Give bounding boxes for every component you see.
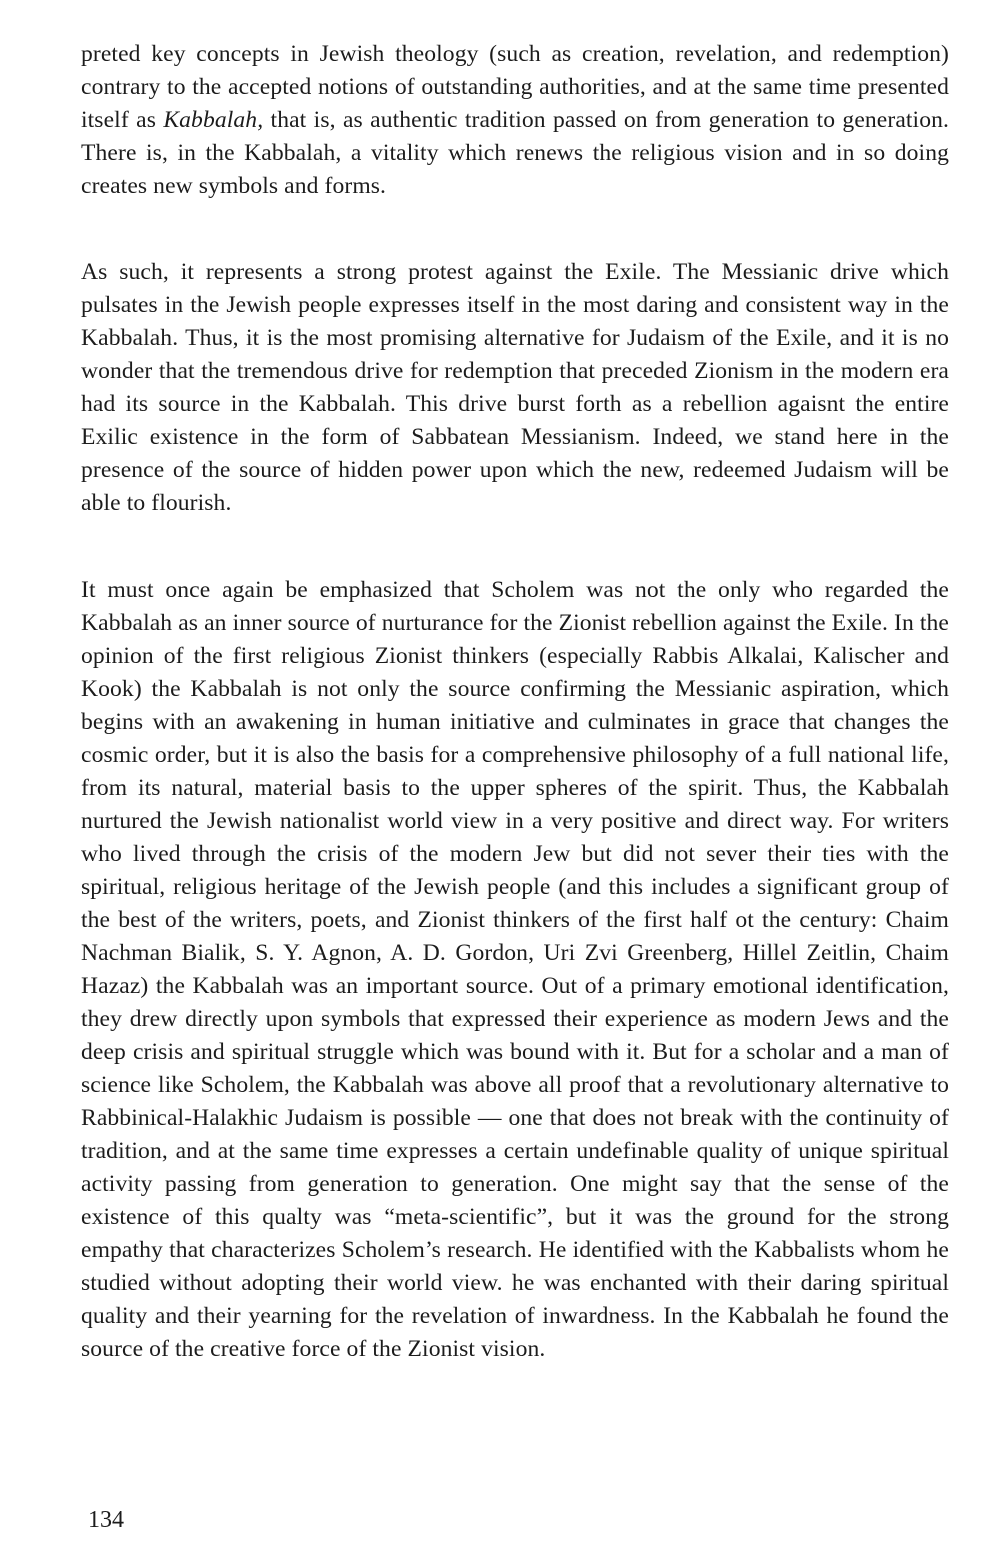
paragraph-kabbalah-tradition [81, 38, 949, 203]
paragraph-1-text-after: that is, as authentic tradition passed on from generation to generation. There is, in the Kabbalah, a vitality which renews the religious vision and in so doing creates new symbols and forms. [81, 107, 949, 199]
paragraph-1-text-before: preted key concepts in Jewish theology (such as creation, revelation, and redemption) contrary to the accepted notions of outstanding authorities, and at the same time presented itself as [81, 41, 949, 133]
page-number: 134 [88, 1507, 124, 1533]
paragraph-scholem-kabbalah-zionism: It must once again be emphasized that Scholem was not the only who regarded the Kabbalah as an inner source of nurturance for the Zionist rebellion against the Exile. In the opinion of the first religious Zionist thinkers (especially Rabbis Alkalai, Kalischer and Kook) the Kabbalah is not only the source confirming the Messianic aspiration, which begins with an awakening in human initiative and culminates in grace that changes the cosmic order, but it is also the basis for a comprehensive philosophy of a full national life, from its natural, material basis to the upper spheres of the spirit. Thus, the Kabbalah nurtured the Jewish nationalist world view in a very positive and direct way. For writers who lived through the crisis of the modern Jew but did not sever their ties with the spiritual, religious heritage of the Jewish people (and this includes a significant group of the best of the writers, poets, and Zionist thinkers of the first half ot the century: Chaim Nachman Bialik, S. Y. Agnon, A. D. Gordon, Uri Zvi Greenberg, Hillel Zeitlin, Chaim Hazaz) the Kabbalah was an important source. Out of a primary emotional identification, they drew directly upon symbols that expressed their experience as modern Jews and the deep crisis and spiritual struggle which was bound with it. But for a scholar and a man of science like Scholem, the Kabbalah was above all proof that a revolutionary alternative to Rabbinical-Halakhic Judaism is possible — one that does not break with the continuity of tradition, and at the same time expresses a certain undefinable quality of unique spiritual activity passing from generation to generation. One might say that the sense of the existence of this qualty was “meta-scientific”, but it was the ground for the strong empathy that characterizes Scholem’s research. He identified with the Kabbalists whom he studied without adopting their world view. he was enchanted with their daring spiritual quality and their yearning for the revelation of inwardness. In the Kabbalah he found the source of the creative force of the Zionist vision. [81, 577, 949, 1362]
kabbalah-italic-term: Kabbalah, [163, 107, 264, 133]
paragraph-protest-against-exile: As such, it represents a strong protest against the Exile. The Messianic drive which pulsates in the Jewish people expresses itself in the most daring and consistent way in the Kabbalah. Thus, it is the most promising alternative for Judaism of the Exile, and it is no wonder that the tremendous drive for redemption that preceded Zionism in the modern era had its source in the Kabbalah. This drive burst forth as a rebellion agaisnt the entire Exilic existence in the form of Sabbatean Messianism. Indeed, we stand here in the presence of the source of hidden power upon which the new, redeemed Judaism will be able to flourish. [81, 259, 949, 516]
